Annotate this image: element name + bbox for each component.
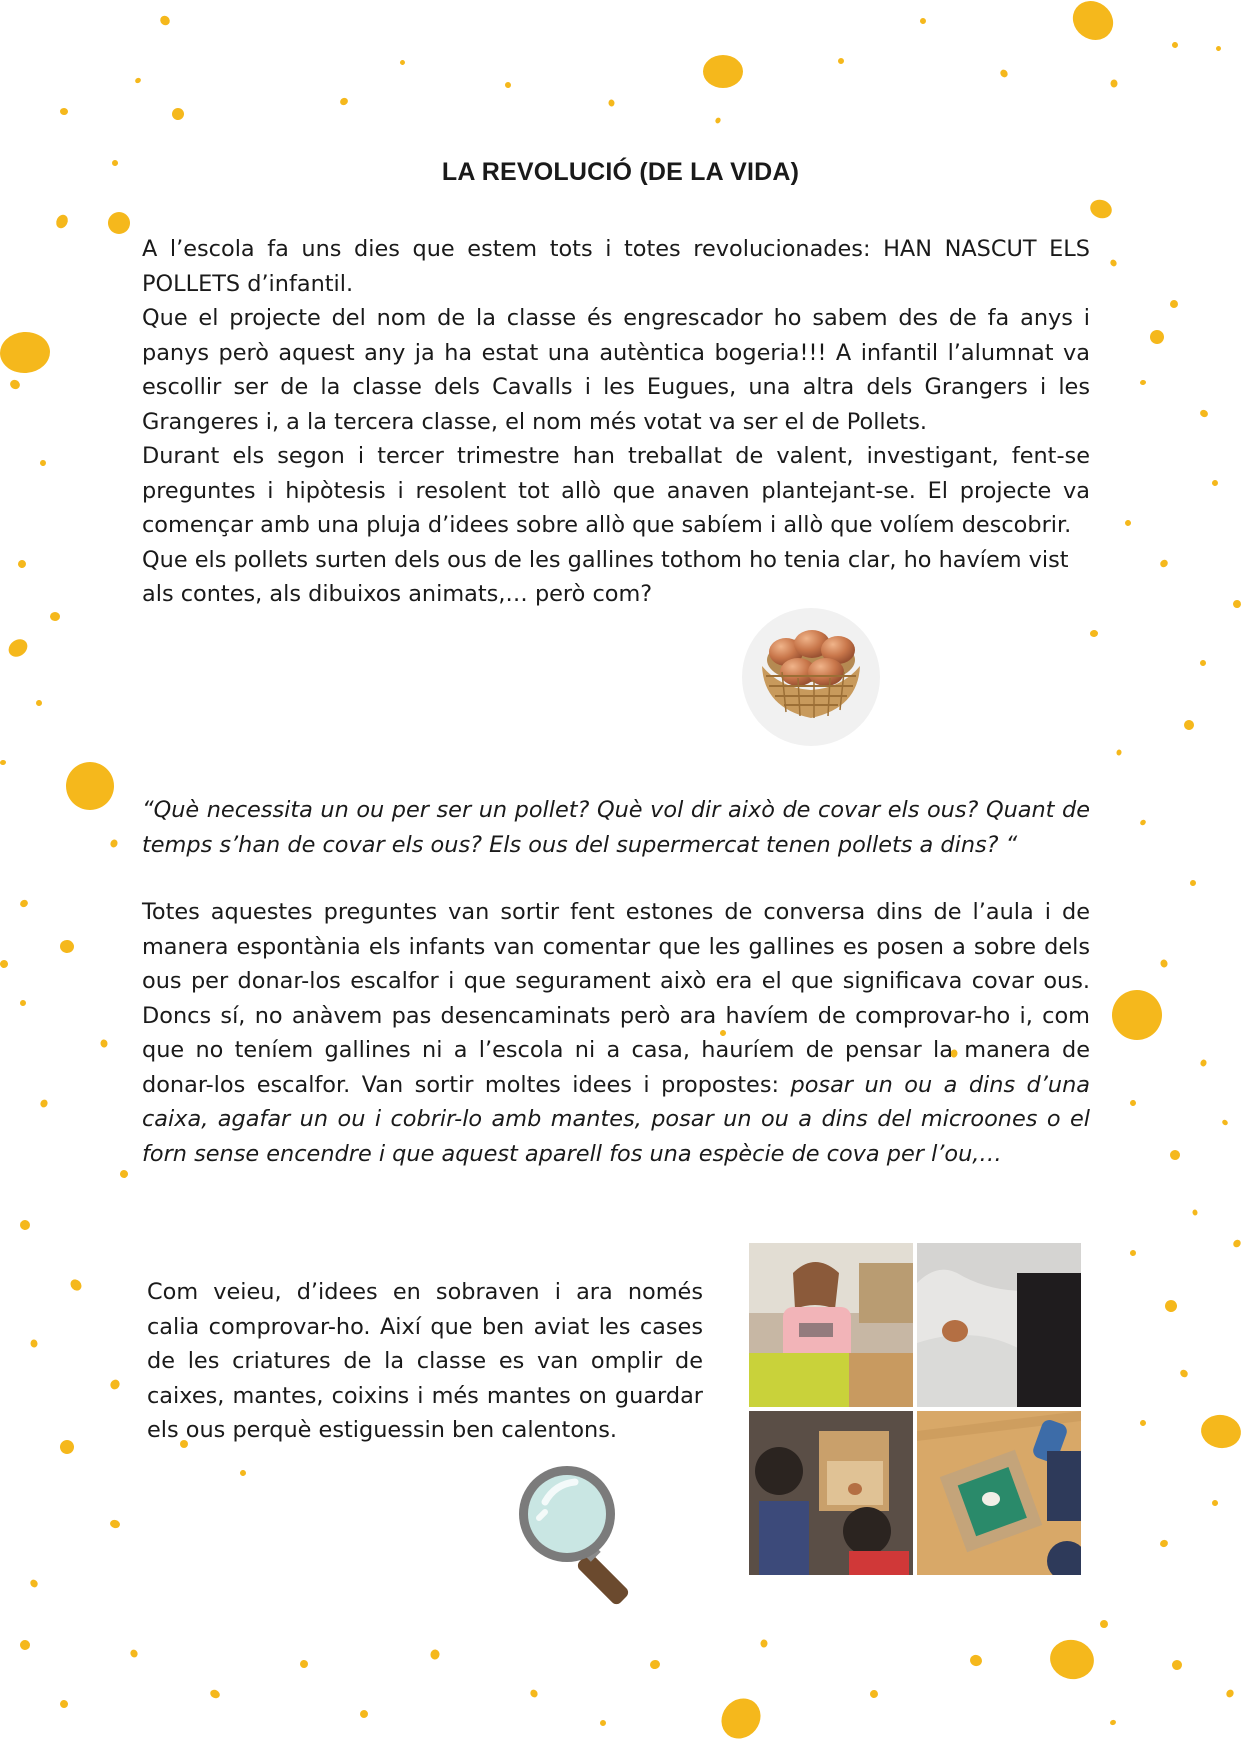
confetti-dot <box>17 559 27 569</box>
children-with-box-photo <box>749 1411 913 1575</box>
confetti-dot <box>1192 1209 1198 1216</box>
confetti-dot <box>1090 630 1099 638</box>
confetti-dot <box>1159 558 1170 569</box>
confetti-dot <box>760 1639 767 1647</box>
confetti-dot <box>1182 718 1195 731</box>
page-title: LA REVOLUCIÓ (DE LA VIDA) <box>441 158 800 186</box>
confetti-dot <box>529 1688 539 1698</box>
confetti-dot <box>109 1378 122 1391</box>
confetti-dot <box>714 117 721 125</box>
confetti-dot <box>59 1699 68 1708</box>
confetti-dot <box>158 14 171 27</box>
confetti-dot <box>1225 1688 1235 1699</box>
confetti-dot <box>1065 0 1121 48</box>
question-quote: “Què necessita un ou per ser un pollet? Què vol dir això de covar els ous? Quant de temps s’han de covar els ous? Els ous del supermercat tenen pollets a dins? “ <box>142 797 1090 858</box>
photo-collage <box>749 1243 1082 1577</box>
confetti-dot <box>1163 1298 1179 1314</box>
confetti-dot <box>61 757 120 816</box>
confetti-dot <box>19 1219 31 1231</box>
confetti-dot <box>239 1469 247 1477</box>
confetti-dot <box>1109 1719 1116 1726</box>
confetti-dot <box>19 999 27 1007</box>
paragraph-6: Com veieu, d’idees en sobraven i ara només calia comprovar-ho. Així que ben aviat les cases de les criatures de la classe es van omplir de caixes, mantes, coixins i més mantes on guardar els ous perquè estiguessin ben calentons. <box>147 1279 703 1443</box>
egg-on-blanket-photo <box>917 1243 1081 1407</box>
confetti-dot <box>5 636 31 661</box>
confetti-dot <box>1147 327 1167 347</box>
confetti-dot <box>1199 409 1209 419</box>
intro-paragraphs <box>142 232 1090 612</box>
confetti-dot <box>1088 197 1115 221</box>
confetti-dot <box>1102 980 1172 1050</box>
confetti-dot <box>1109 258 1118 267</box>
confetti-dot <box>119 1169 130 1180</box>
confetti-dot <box>1139 819 1147 827</box>
confetti-dot <box>170 106 186 122</box>
confetti-dot <box>59 939 74 953</box>
confetti-dot <box>0 959 9 970</box>
confetti-dot <box>1171 41 1179 49</box>
paragraph-5 <box>142 895 1090 1171</box>
confetti-dot <box>339 97 349 107</box>
confetti-dot <box>599 1719 607 1727</box>
confetti-dot <box>18 1638 32 1652</box>
confetti-dot <box>1140 379 1147 385</box>
confetti-dot <box>1199 1412 1241 1450</box>
confetti-dot <box>703 55 743 88</box>
confetti-dot <box>1221 1119 1229 1127</box>
confetti-dot <box>68 1277 83 1293</box>
confetti-dot <box>868 1688 879 1699</box>
confetti-dot <box>8 378 21 391</box>
egg-basket-icon <box>742 608 880 746</box>
confetti-dot <box>1200 1059 1208 1068</box>
confetti-dot <box>19 898 29 908</box>
confetti-dot <box>430 1649 440 1660</box>
confetti-dot <box>29 1578 39 1589</box>
confetti-dot <box>1159 959 1168 969</box>
confetti-dot <box>999 68 1009 79</box>
confetti-dot <box>30 1339 38 1348</box>
confetti-dot <box>1211 1499 1219 1507</box>
confetti-dot <box>400 60 406 66</box>
confetti-dot <box>0 330 51 374</box>
confetti-dot <box>1125 520 1132 527</box>
paragraph-2: Que el projecte del nom de la classe és engrescador ho sabem des de fa anys i panys però aquest any ja ha estat una autèntica bogeria!!! A infantil l’alumnat va escollir ser de la classe dels Cavalls i les Eugues, una altra dels Grangers i les Grangeres i, a la tercera classe, el nom més votat va ser el de Pollets. <box>142 305 1090 435</box>
confetti-dot <box>35 699 43 707</box>
confetti-dot <box>1190 880 1196 886</box>
confetti-dot <box>39 459 47 467</box>
confetti-dot <box>1233 600 1241 609</box>
confetti-dot <box>1129 1249 1137 1257</box>
confetti-dot <box>129 1648 139 1658</box>
magnifying-glass-icon <box>515 1462 659 1606</box>
confetti-dot <box>608 99 615 107</box>
confetti-dot <box>837 57 845 65</box>
confetti-dot <box>109 1519 121 1529</box>
confetti-dot <box>1179 1368 1190 1379</box>
confetti-dot <box>209 1688 222 1700</box>
confetti-dot <box>358 1708 369 1719</box>
confetti-dot <box>1046 1636 1098 1684</box>
confetti-dot <box>134 77 142 84</box>
confetti-dot <box>39 1098 49 1108</box>
confetti-dot <box>0 759 6 765</box>
confetti-dot <box>1140 1420 1147 1427</box>
confetti-dot <box>1199 659 1207 667</box>
confetti-dot <box>1116 749 1122 756</box>
confetti-dot <box>109 838 118 848</box>
confetti-dot <box>1129 1099 1137 1107</box>
confetti-dot <box>919 17 926 24</box>
confetti-dot <box>969 1653 984 1667</box>
confetti-dot <box>58 1438 76 1456</box>
confetti-dot <box>1215 45 1221 51</box>
confetti-dot <box>1159 1539 1169 1549</box>
confetti-dot <box>54 213 70 230</box>
confetti-dot <box>50 612 60 621</box>
paragraph-4: Que els pollets surten dels ous de les gallines tothom ho tenia clar, ho havíem vist als contes, als dibuixos animats,… però com? <box>142 546 1069 607</box>
confetti-dot <box>100 1039 108 1048</box>
confetti-dot <box>504 81 512 89</box>
confetti-dot <box>106 210 132 236</box>
confetti-dot <box>1211 479 1219 487</box>
paragraph-5-text: Totes aquestes preguntes van sortir fent estones de conversa dins de l’aula i de manera espontània els infants van comentar que les gallines es posen a sobre dels ous per donar-los escalfor i que segurament això era el que significava covar ous. Doncs sí, no anàvem pas desencaminats però ara havíem de comprovar-ho i, com que no teníem gallines ni a l’escola ni a casa, hauríem de pensar la manera de donar-los escalfor. Van sortir moltes idees i propostes: <box>142 899 1090 1098</box>
confetti-dot <box>60 108 69 116</box>
confetti-dot <box>1110 79 1117 87</box>
confetti-dot <box>1170 300 1179 309</box>
confetti-dot <box>713 1691 768 1747</box>
confetti-dot <box>1170 1150 1181 1161</box>
paragraph-3: Durant els segon i tercer trimestre han treballat de valent, investigant, fent-se preguntes i hipòtesis i resolent tot allò que anaven plantejant-se. El projecte va començar amb una pluja d’idees sobre allò que sabíem i allò que volíem descobrir. <box>142 443 1090 538</box>
confetti-dot <box>1232 1238 1241 1249</box>
child-with-box-photo <box>749 1243 913 1407</box>
confetti-dot <box>299 1659 308 1668</box>
paragraph-5-ideas: posar un ou a dins d’una caixa, agafar un ou i cobrir-lo amb mantes, posar un ou a dins del microones o el forn sense encendre i que aquest aparell fos una espècie de cova per l’ou,… <box>142 1071 1090 1167</box>
egg-in-box-photo <box>917 1411 1081 1575</box>
confetti-dot <box>1098 1618 1109 1629</box>
confetti-dot <box>1172 1660 1183 1671</box>
confetti-dot <box>649 1659 661 1670</box>
paragraph-1: A l’escola fa uns dies que estem tots i totes revolucionades: HAN NASCUT ELS POLLETS d’infantil. <box>142 236 1090 297</box>
